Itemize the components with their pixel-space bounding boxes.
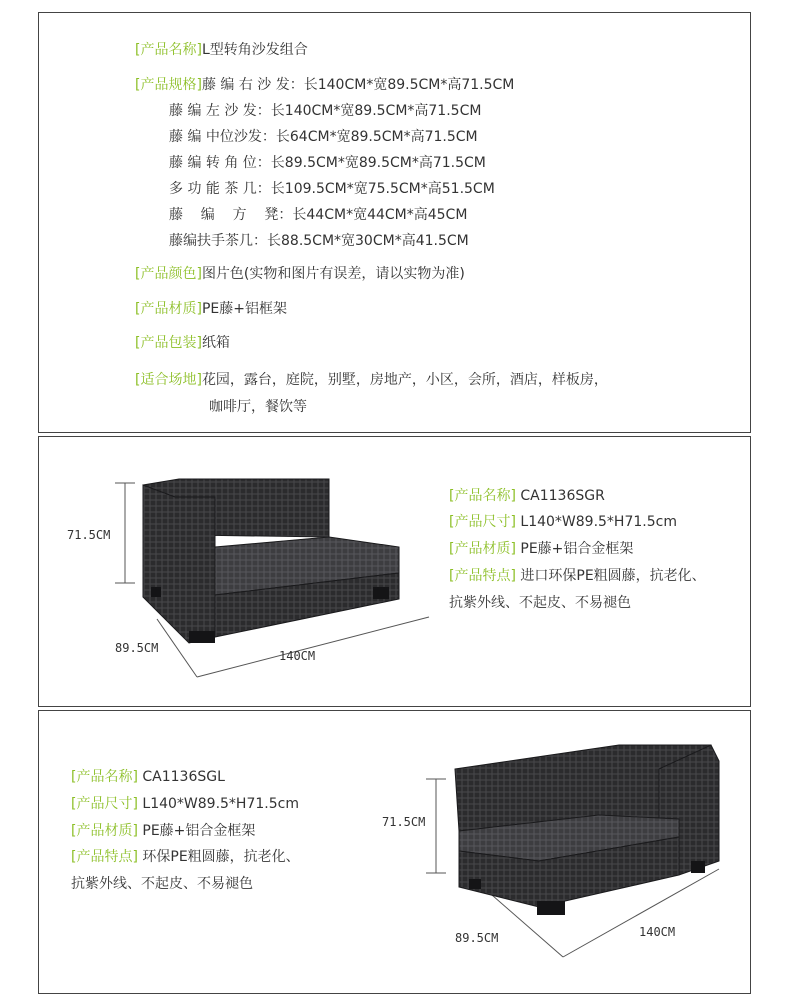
width-dimension-label: 140CM [279,649,316,663]
product2-feature-tag: [产品特点] [71,849,138,865]
spec-row-0: 藤 编 右 沙 发：长140CM*宽89.5CM*高71.5CM [201,77,515,93]
color-value: 图片色(实物和图片有误差，请以实物为准) [201,266,465,282]
name-value: L型转角沙发组合 [201,42,308,58]
product1-name-row [449,487,605,505]
depth-dimension-label: 89.5CM [455,931,499,945]
package-tag: [产品包装] [135,335,202,351]
venue-value-1: 花园，露台，庭院，别墅，房地产，小区，会所，酒店，样板房， [201,372,608,388]
spec-tag: [产品规格] [135,77,202,93]
product2-material-tag: [产品材质] [71,823,138,839]
spec-row-5: 藤 编 方 凳：长44CM*宽44CM*高45CM [169,207,468,223]
spec-row-6: 藤编扶手茶几：长88.5CM*宽30CM*高41.5CM [169,233,469,249]
color-row [135,265,465,283]
left-sofa-image [39,711,752,995]
name-tag: [产品名称] [135,42,202,58]
spec-row-1: 藤 编 左 沙 发：长140CM*宽89.5CM*高71.5CM [169,103,482,119]
product1-size-tag: [产品尺寸] [449,514,516,530]
name-row [135,41,308,59]
product1-material-row [449,540,633,558]
venue-tag: [适合场地] [135,372,202,388]
product1-name-tag: [产品名称] [449,488,516,504]
product1-feature-tag: [产品特点] [449,568,516,584]
spec-row [135,76,514,94]
product1-material-value: PE藤+铝合金框架 [520,541,634,557]
venue-value-2: 咖啡厅，餐饮等 [209,399,307,415]
info-panel [38,12,751,433]
product1-name-value: CA1136SGR [520,488,605,504]
product1-feature-value-2: 抗紫外线、不起皮、不易褪色 [449,595,631,611]
product2-material-value: PE藤+铝合金框架 [142,823,256,839]
spec-row-2: 藤 编 中位沙发：长64CM*宽89.5CM*高71.5CM [169,129,478,145]
product1-material-tag: [产品材质] [449,541,516,557]
product2-size-value: L140*W89.5*H71.5cm [142,796,299,812]
height-dimension-label: 71.5CM [382,815,426,829]
product1-feature-row [449,567,706,585]
product2-feature-value-2: 抗紫外线、不起皮、不易褪色 [71,876,253,892]
product1-feature-value-1: 进口环保PE粗圆藤，抗老化、 [520,568,706,584]
material-tag: [产品材质] [135,301,202,317]
product-panel-right-sofa [38,436,751,707]
product2-name-tag: [产品名称] [71,769,138,785]
venue-row [135,371,608,389]
height-dimension-line [115,483,135,583]
height-dimension-line [426,779,446,873]
product2-size-tag: [产品尺寸] [71,796,138,812]
depth-dimension-label: 89.5CM [115,641,159,655]
product2-name-value: CA1136SGL [142,769,225,785]
spec-row-4: 多 功 能 茶 几：长109.5CM*宽75.5CM*高51.5CM [169,181,495,197]
product1-size-row [449,513,677,531]
material-row [135,300,287,318]
package-row [135,334,230,352]
product1-size-value: L140*W89.5*H71.5cm [520,514,677,530]
product-panel-left-sofa [38,710,751,994]
color-tag: [产品颜色] [135,266,202,282]
product2-feature-value-1: 环保PE粗圆藤，抗老化、 [142,849,300,865]
width-dimension-label: 140CM [639,925,676,939]
material-value: PE藤+铝框架 [201,301,287,317]
package-value: 纸箱 [201,335,230,351]
spec-row-3: 藤 编 转 角 位：长89.5CM*宽89.5CM*高71.5CM [169,155,486,171]
height-dimension-label: 71.5CM [67,528,111,542]
